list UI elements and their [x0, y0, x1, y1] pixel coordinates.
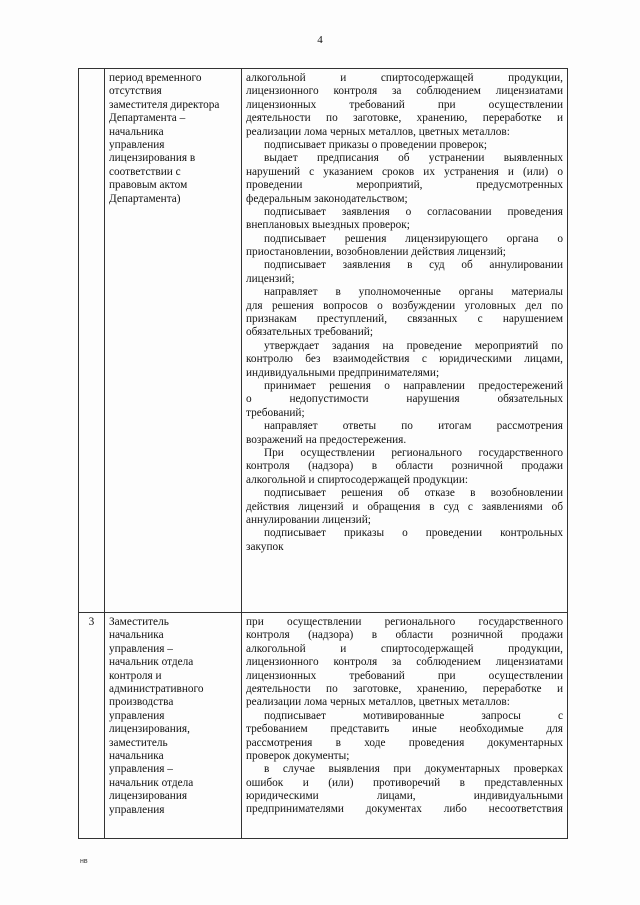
duty-line: подписывает мотивированные запросы с	[264, 709, 563, 722]
role-line: производства	[109, 696, 174, 709]
duty-line: предпринимателями документах либо несоответствия	[246, 803, 563, 816]
duty-line: выдает предписания об устранении выявленных	[264, 152, 563, 165]
duty-line: проведении мероприятий, предусмотренных	[246, 179, 563, 192]
duty-line: подписывает приказы о проведении проверок;	[264, 138, 487, 151]
duty-line: реализации лома черных металлов, цветных металлов:	[246, 125, 510, 138]
table-row	[79, 69, 568, 613]
duty-line: подписывает решения об отказе в возобновлении	[264, 487, 563, 500]
duty-line: алкогольной и спиртосодержащей продукции,	[246, 642, 563, 655]
row-number: 3	[79, 613, 105, 839]
role-line: управления –	[109, 642, 173, 655]
duty-line: лицензионного контроля за соблюдением лицензиатами	[246, 656, 563, 669]
footer-mark: нв	[80, 858, 88, 865]
duty-line: лицензионных требований при осуществлении	[246, 669, 563, 682]
duty-line: деятельности по заготовке, хранению, переработке и	[246, 112, 563, 125]
duty-line: возражений на предостережения.	[246, 433, 407, 446]
duty-line: юридическими лицами, индивидуальными	[246, 790, 563, 803]
duty-line: подписывает заявления о согласовании проведения	[264, 205, 563, 218]
role-line: начальника	[109, 629, 164, 642]
role-line: Заместитель	[109, 616, 169, 628]
role-line: начальник отдела	[109, 776, 194, 789]
duty-line: контролю без взаимодействия с юридическими лицами,	[246, 353, 563, 366]
role-line: период временного	[109, 72, 202, 84]
duties-table	[78, 68, 568, 839]
duty-line: При осуществлении регионального государственного	[264, 446, 563, 459]
role-line: Департамента)	[109, 192, 181, 205]
duty-line: требований;	[246, 406, 305, 419]
role-line: начальник отдела	[109, 656, 194, 669]
role-line: заместитель	[109, 736, 168, 749]
duty-line: для решения вопросов о возбуждении уголовных дел по	[246, 299, 563, 312]
duty-line: действия лицензий и обращения в суд с заявлениями об	[246, 500, 563, 513]
duties-cell	[242, 69, 568, 613]
duty-line: внеплановых выездных проверок;	[246, 219, 410, 232]
duty-line: направляет ответы по итогам рассмотрения	[264, 420, 563, 433]
role-line: административного	[109, 683, 204, 696]
duty-line: контроля (надзора) в области розничной продажи	[246, 460, 563, 473]
duty-line: лицензионных требований при осуществлении	[246, 98, 563, 111]
duty-line: алкогольной и спиртосодержащей продукции,	[246, 72, 563, 84]
role-line: управления –	[109, 763, 173, 776]
duties-cell	[242, 613, 568, 839]
duty-line: подписывает заявления в суд об аннулировании	[264, 259, 563, 272]
duty-line: проверок документы;	[246, 749, 350, 762]
duty-line: федеральным законодательством;	[246, 192, 408, 205]
duty-line: принимает решения о направлении предостережений	[264, 379, 563, 392]
role-line: соответствии с	[109, 165, 181, 178]
duty-line: контроля (надзора) в области розничной продажи	[246, 629, 563, 642]
duty-line: утверждает задания на проведение мероприятий по	[264, 339, 563, 352]
duty-line: ошибок и (или) противоречий в представленных	[246, 776, 563, 789]
duty-line: подписывает решения лицензирующего органа о	[264, 232, 563, 245]
role-line: отсутствия	[109, 85, 162, 98]
role-line: Департамента –	[109, 112, 186, 125]
role-line: управления	[109, 803, 165, 816]
duty-line: закупок	[246, 540, 284, 553]
duty-line: индивидуальными предпринимателями;	[246, 366, 440, 379]
role-line: начальника	[109, 125, 164, 138]
duty-line: направляет в уполномоченные органы материалы	[264, 286, 563, 299]
role-cell	[105, 613, 242, 839]
role-line: правовым актом	[109, 179, 188, 192]
duty-line: признакам преступлений, связанных с нарушением	[246, 313, 563, 326]
duty-line: при осуществлении регионального государственного	[246, 616, 563, 628]
row-number	[79, 69, 105, 613]
duty-line: подписывает приказы о проведении контрольных	[264, 527, 563, 540]
role-line: лицензирования в	[109, 152, 196, 165]
duty-line: реализации лома черных металлов, цветных металлов:	[246, 696, 510, 709]
table-row	[79, 613, 568, 839]
duty-line: нарушений с указанием сроков их устранения и (или) о	[246, 165, 563, 178]
role-line: лицензирования	[109, 790, 188, 803]
duty-line: о недопустимости нарушения обязательных	[246, 393, 563, 406]
role-line: управления	[109, 709, 165, 722]
page-number: 4	[317, 34, 323, 46]
duty-line: в случае выявления при документарных проверках	[264, 763, 563, 776]
duty-line: деятельности по заготовке, хранению, переработке и	[246, 682, 563, 695]
role-line: управления	[109, 139, 165, 152]
duty-line: лицензий;	[246, 272, 295, 285]
duty-line: рассмотрения в ходе проведения документарных	[246, 736, 563, 749]
role-line: контроля и	[109, 669, 162, 682]
duty-line: приостановлении, возобновлении действия лицензий;	[246, 246, 506, 259]
role-cell	[105, 69, 242, 613]
duty-line: требованием представить иные необходимые для	[246, 723, 563, 736]
role-line: лицензирования,	[109, 723, 190, 736]
role-line: заместителя директора	[109, 98, 220, 111]
duty-line: аннулировании лицензий;	[246, 513, 371, 526]
duty-line: обязательных требований;	[246, 326, 373, 339]
role-line: начальника	[109, 750, 164, 763]
duty-line: лицензионного контроля за соблюдением лицензиатами	[246, 85, 563, 98]
duty-line: алкогольной и спиртосодержащей продукции:	[246, 473, 469, 486]
